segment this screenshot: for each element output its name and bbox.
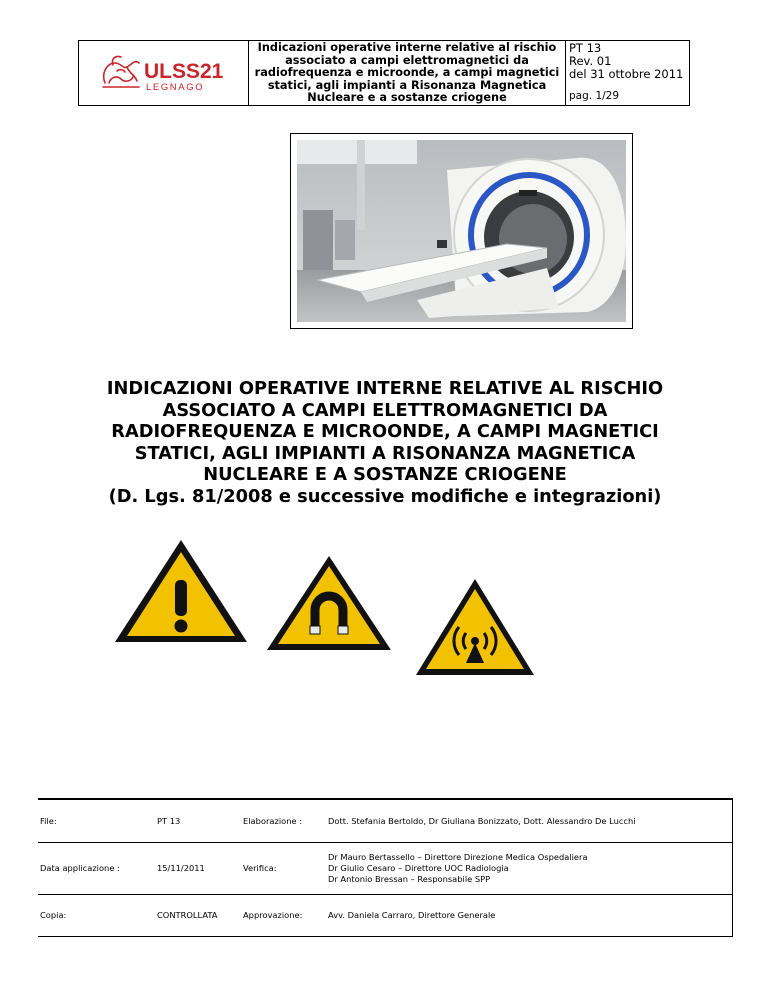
mri-scanner-photo bbox=[290, 133, 633, 329]
document-header bbox=[78, 40, 690, 106]
header-title-line: Indicazioni operative interne relative al rischio bbox=[257, 41, 557, 54]
name-line: Dr Antonio Bressan – Responsabile SPP bbox=[328, 874, 491, 884]
approval-table bbox=[38, 798, 733, 937]
magnetic-field-warning-icon bbox=[263, 552, 397, 655]
main-title-line: NUCLEARE E A SOSTANZE CRIOGENE bbox=[203, 464, 567, 486]
row-value: PT 13 bbox=[155, 799, 241, 843]
header-title-line: radiofrequenza e microonde, a campi magnetici bbox=[254, 66, 560, 80]
main-title-line: INDICAZIONI OPERATIVE INTERNE RELATIVE AL RISCHIO bbox=[106, 378, 664, 399]
main-title-line: STATICI, AGLI IMPIANTI A RISONANZA MAGNETICA bbox=[134, 442, 636, 464]
lion-logo-icon bbox=[99, 51, 229, 95]
header-title bbox=[249, 41, 566, 105]
header-meta bbox=[566, 41, 689, 105]
header-title-line: associato a campi elettromagnetici da bbox=[285, 53, 529, 67]
svg-text:LEGNAGO: LEGNAGO bbox=[145, 82, 204, 93]
non-ionizing-radiation-warning-icon bbox=[414, 577, 536, 677]
table-row bbox=[38, 895, 733, 937]
name-line: Dr Mauro Bertassello – Direttore Direzione Medica Ospedaliera bbox=[328, 852, 588, 862]
name-line: Dott. Stefania Bertoldo, Dr Giuliana Bonizzato, Dott. Alessandro De Lucchi bbox=[328, 815, 636, 826]
name-line: Avv. Daniela Carraro, Direttore Generale bbox=[328, 910, 496, 920]
row-label: Elaborazione : bbox=[241, 799, 326, 843]
table-row bbox=[38, 799, 733, 843]
row-value: CONTROLLATA bbox=[155, 895, 241, 937]
row-label: Data applicazione : bbox=[38, 843, 155, 895]
row-label: File: bbox=[38, 799, 155, 843]
row-value bbox=[326, 799, 733, 843]
row-value bbox=[326, 895, 733, 937]
doc-code: PT 13 bbox=[569, 41, 602, 55]
header-title-line: Nucleare e a sostanze criogene bbox=[307, 91, 507, 105]
row-label: Verifica: bbox=[241, 843, 326, 895]
general-warning-icon bbox=[113, 538, 249, 644]
main-title bbox=[40, 378, 730, 508]
mri-scanner-image bbox=[297, 140, 626, 322]
main-title-line: RADIOFREQUENZA E MICROONDE, A CAMPI MAGNETICI bbox=[111, 421, 659, 443]
revision-date: del 31 ottobre 2011 bbox=[569, 67, 684, 81]
svg-text:ULSS21: ULSS21 bbox=[143, 60, 223, 83]
row-value: 15/11/2011 bbox=[155, 843, 241, 895]
header-title-line: statici, agli impianti a Risonanza Magnetica bbox=[267, 78, 547, 92]
revision: Rev. 01 bbox=[569, 54, 612, 68]
main-title-line: ASSOCIATO A CAMPI ELETTROMAGNETICI DA bbox=[162, 399, 608, 421]
name-line: Dr Giulio Cesaro – Direttore UOC Radiologia bbox=[328, 863, 509, 873]
main-title-line: (D. Lgs. 81/2008 e successive modifiche e integrazioni) bbox=[108, 485, 662, 507]
row-value bbox=[326, 843, 733, 895]
table-row bbox=[38, 843, 733, 895]
row-label: Copia: bbox=[38, 895, 155, 937]
page-number: pag. 1/29 bbox=[569, 90, 620, 102]
ulss21-logo bbox=[79, 41, 249, 105]
row-label: Approvazione: bbox=[241, 895, 326, 937]
